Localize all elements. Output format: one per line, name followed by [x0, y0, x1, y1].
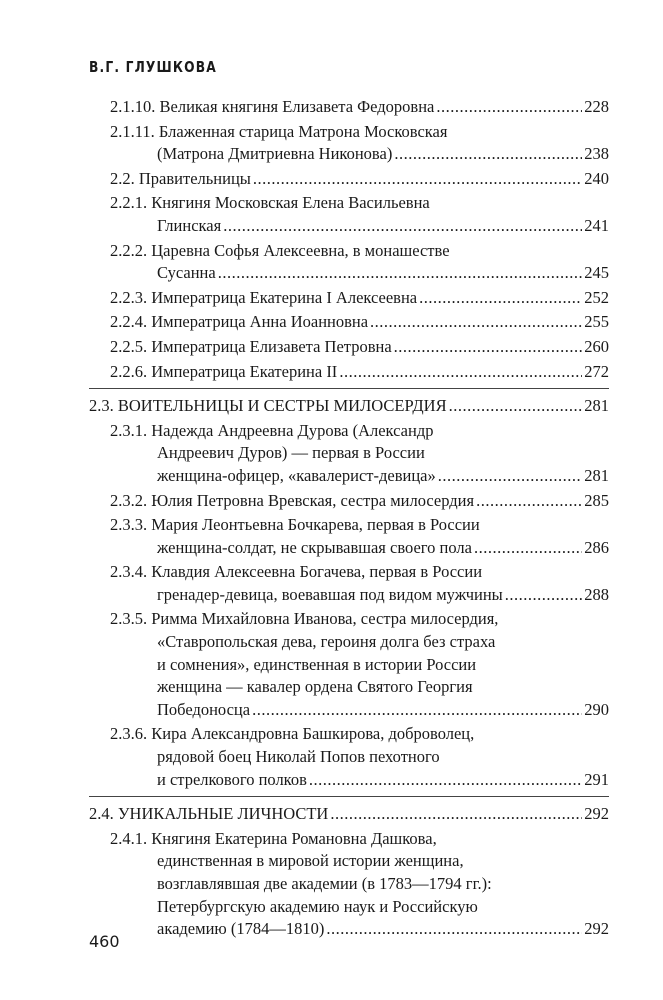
- toc-entry-title: 2.4.1. Княгиня Екатерина Романовна Дашкова,: [110, 828, 437, 848]
- toc-entry-last-line: [110, 537, 609, 560]
- toc-entry[interactable]: [89, 336, 609, 359]
- section-divider: [89, 796, 609, 797]
- toc-entry-title: 2.2.4. Императрица Анна Иоанновна: [110, 312, 369, 332]
- toc-entry-title: Победоносца: [157, 699, 251, 719]
- toc-entry-last-line: [110, 168, 609, 191]
- toc-entry-last-line: [110, 699, 609, 722]
- toc-entry-last-line: [110, 769, 609, 792]
- toc-entry-title: 2.3. ВОИТЕЛЬНИЦЫ И СЕСТРЫ МИЛОСЕРДИЯ: [89, 396, 447, 416]
- toc-entry-last-line: [110, 918, 609, 941]
- toc-entry-last-line: [110, 143, 609, 166]
- toc-entry-last-line: [110, 490, 609, 513]
- toc-entry-title: 2.2.2. Царевна Софья Алексеевна, в монашестве: [110, 240, 450, 260]
- toc-entry-title: 2.1.10. Великая княгиня Елизавета Федоровна: [110, 97, 435, 116]
- toc-entry-title: женщина — кавалер ордена Святого Георгия: [157, 677, 473, 697]
- toc-entry-title: 2.2.5. Императрица Елизавета Петровна: [110, 336, 392, 356]
- dot-leader: [505, 584, 583, 607]
- toc-entry-title: Глинская: [157, 215, 222, 235]
- toc-entry[interactable]: [89, 723, 609, 791]
- toc-entry-page: 290: [584, 699, 609, 719]
- toc-entry-title: 2.3.4. Клавдия Алексеевна Богачева, первая в России: [110, 562, 483, 582]
- toc-entry-page: 291: [584, 769, 609, 789]
- dot-leader: [449, 395, 583, 418]
- toc-entry-title: единственная в мировой истории женщина,: [157, 851, 464, 871]
- toc-entry-page: 255: [584, 312, 609, 332]
- toc-entry[interactable]: [89, 192, 609, 237]
- toc-entry-title: и сомнения», единственная в истории России: [157, 654, 477, 674]
- toc-entry[interactable]: [89, 361, 609, 384]
- toc-entry-last-line: [110, 96, 609, 119]
- dot-leader: [309, 769, 582, 792]
- dot-leader: [330, 803, 582, 826]
- toc-entry[interactable]: [89, 561, 609, 606]
- toc-entry[interactable]: [89, 803, 609, 826]
- toc-entry-title: рядовой боец Николай Попов пехотного: [157, 747, 440, 767]
- toc-entry[interactable]: [89, 240, 609, 285]
- toc-entry-title: 2.3.6. Кира Александровна Башкирова, доброволец,: [110, 724, 475, 744]
- toc-entry-page: 286: [584, 537, 609, 557]
- dot-leader: [326, 918, 582, 941]
- toc-entry-last-line: [110, 215, 609, 238]
- toc-entry-last-line: [89, 803, 609, 826]
- toc-entry-title: 2.2.3. Императрица Екатерина I Алексеевна: [110, 287, 418, 307]
- toc-entry-title: 2.2. Правительницы: [110, 168, 251, 188]
- toc-entry-title: Андреевич Дуров) — первая в России: [157, 443, 425, 463]
- toc-entry-title: 2.3.5. Римма Михайловна Иванова, сестра милосердия,: [110, 609, 499, 629]
- toc-entry-last-line: [110, 465, 609, 488]
- toc-entry[interactable]: [89, 490, 609, 513]
- toc-entry-title: 2.2.6. Императрица Екатерина II: [110, 361, 338, 381]
- toc-entry-page: 240: [584, 168, 609, 188]
- toc-entry-title: 2.3.3. Мария Леонтьевна Бочкарева, первая в России: [110, 515, 480, 535]
- dot-leader: [218, 262, 583, 285]
- toc-entry-page: 292: [584, 804, 609, 824]
- toc-entry[interactable]: [89, 608, 609, 721]
- toc-entry-title: 2.3.1. Надежда Андреевна Дурова (Александр: [110, 420, 434, 440]
- toc-entry-page: 252: [584, 287, 609, 307]
- toc-entry-page: 292: [584, 919, 609, 939]
- toc-entry-title: женщина-офицер, «кавалерист-девица»: [157, 465, 436, 485]
- toc-entry-title: 2.4. УНИКАЛЬНЫЕ ЛИЧНОСТИ: [89, 804, 329, 824]
- toc-entry-title: женщина-солдат, не скрывавшая своего пола: [157, 537, 472, 557]
- toc-entry-page: 228: [584, 97, 609, 116]
- toc-entry-page: 241: [584, 215, 609, 235]
- toc-entry[interactable]: [89, 514, 609, 559]
- dot-leader: [419, 287, 582, 310]
- toc-entry-title: «Ставропольская дева, героиня долга без страха: [157, 632, 496, 652]
- toc-entry-last-line: [110, 287, 609, 310]
- toc-entry-last-line: [110, 311, 609, 334]
- toc-entry[interactable]: [89, 311, 609, 334]
- toc-entry[interactable]: [89, 96, 609, 119]
- dot-leader: [223, 215, 582, 238]
- toc-entry-title: академию (1784—1810): [157, 919, 325, 939]
- toc-entry[interactable]: [89, 287, 609, 310]
- toc-entry-page: 260: [584, 336, 609, 356]
- toc-entry[interactable]: [89, 168, 609, 191]
- toc-entry-title: Сусанна: [157, 263, 216, 283]
- dot-leader: [476, 490, 582, 513]
- dot-leader: [253, 168, 582, 191]
- toc-entry[interactable]: [89, 121, 609, 166]
- toc-entry-title: 2.2.1. Княгиня Московская Елена Васильевна: [110, 193, 430, 213]
- toc-entry-page: 245: [584, 263, 609, 283]
- running-head: В.Г. ГЛУШКОВА: [89, 58, 217, 76]
- toc-entry-last-line: [89, 395, 609, 418]
- toc-entry-title: возглавлявшая две академии (в 1783—1794 гг.):: [157, 874, 492, 893]
- toc-entry[interactable]: [89, 395, 609, 418]
- toc-entry-title: и стрелкового полков: [157, 769, 307, 789]
- dot-leader: [370, 311, 582, 334]
- toc-entry-page: 285: [584, 490, 609, 510]
- toc-entry[interactable]: [89, 828, 609, 941]
- toc-entry-page: 288: [584, 584, 609, 604]
- toc-entry-last-line: [110, 584, 609, 607]
- dot-leader: [436, 96, 582, 119]
- toc-entry-title: (Матрона Дмитриевна Никонова): [157, 144, 393, 164]
- toc-entry-last-line: [110, 262, 609, 285]
- toc-entry-page: 272: [584, 361, 609, 381]
- toc-entry-last-line: [110, 336, 609, 359]
- toc-entry-page: 238: [584, 144, 609, 164]
- table-of-contents: [89, 96, 609, 941]
- toc-entry-page: 281: [584, 465, 609, 485]
- toc-entry-title: 2.3.2. Юлия Петровна Вревская, сестра милосердия: [110, 490, 475, 510]
- dot-leader: [252, 699, 582, 722]
- toc-entry-title: гренадер-девица, воевавшая под видом мужчины: [157, 584, 503, 604]
- dot-leader: [339, 361, 582, 384]
- section-divider: [89, 388, 609, 389]
- toc-entry-title: 2.1.11. Блаженная старица Матрона Московская: [110, 121, 448, 141]
- toc-entry-last-line: [110, 361, 609, 384]
- toc-entry-title: Петербургскую академию наук и Российскую: [157, 896, 478, 916]
- dot-leader: [438, 465, 583, 488]
- toc-entry-page: 281: [584, 396, 609, 416]
- page-number: 460: [89, 932, 120, 951]
- dot-leader: [474, 537, 582, 560]
- dot-leader: [394, 143, 582, 166]
- toc-entry[interactable]: [89, 420, 609, 488]
- dot-leader: [394, 336, 583, 359]
